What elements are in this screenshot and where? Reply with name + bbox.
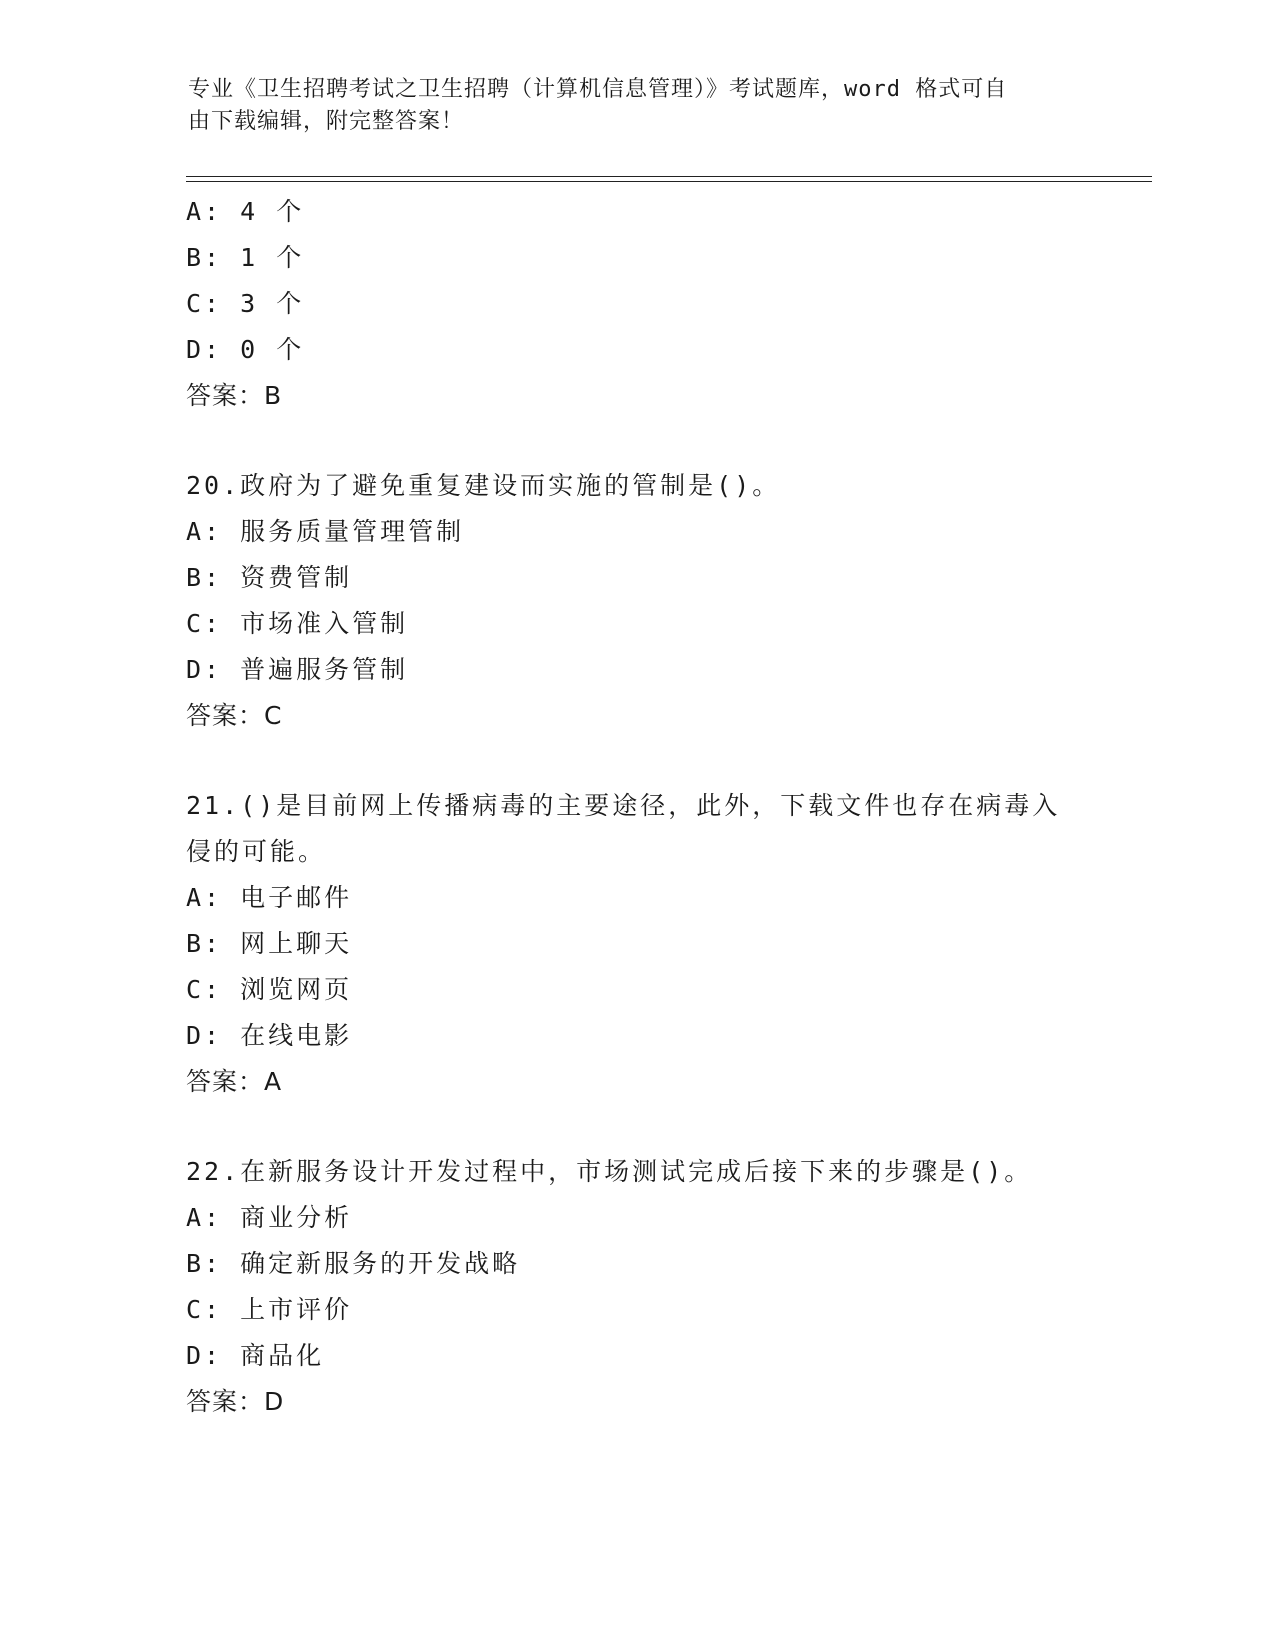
- answer-line: 答案：A: [186, 1067, 283, 1096]
- spacer: [186, 739, 1086, 783]
- answer-line: 答案：D: [186, 1387, 285, 1416]
- question-list: [186, 189, 1086, 1425]
- option-c: C: 市场准入管制: [186, 609, 409, 638]
- option-a: A: 服务质量管理管制: [186, 517, 465, 546]
- option-b: B: 1 个: [186, 243, 305, 272]
- option-b: B: 网上聊天: [186, 929, 353, 958]
- header-line-1: 专业《卫生招聘考试之卫生招聘（计算机信息管理）》考试题库，word 格式可自: [188, 77, 1008, 102]
- question-text: 20.政府为了避免重复建设而实施的管制是()。: [186, 471, 781, 500]
- question-19: [186, 189, 1086, 419]
- question-text: 22.在新服务设计开发过程中，市场测试完成后接下来的步骤是()。: [186, 1157, 1033, 1186]
- option-c: C: 浏览网页: [186, 975, 353, 1004]
- question-22: [186, 1149, 1086, 1425]
- header-line-2: 由下载编辑，附完整答案！: [188, 109, 465, 134]
- option-b: B: 资费管制: [186, 563, 353, 592]
- question-21: [186, 783, 1086, 1105]
- option-d: D: 普遍服务管制: [186, 655, 409, 684]
- header-divider-top: [186, 176, 1152, 177]
- document-header: [188, 74, 1068, 138]
- option-a: A: 电子邮件: [186, 883, 353, 912]
- spacer: [186, 1105, 1086, 1149]
- option-d: D: 在线电影: [186, 1021, 353, 1050]
- question-text-line-1: 21.()是目前网上传播病毒的主要途径，此外，下载文件也存在病毒入: [186, 791, 1061, 820]
- option-c: C: 上市评价: [186, 1295, 353, 1324]
- option-a: A: 商业分析: [186, 1203, 353, 1232]
- option-d: D: 商品化: [186, 1341, 325, 1370]
- header-divider-bottom: [186, 181, 1152, 182]
- answer-line: 答案：C: [186, 701, 283, 730]
- option-c: C: 3 个: [186, 289, 305, 318]
- spacer: [186, 419, 1086, 463]
- option-d: D: 0 个: [186, 335, 305, 364]
- answer-line: 答案：B: [186, 381, 283, 410]
- question-20: [186, 463, 1086, 739]
- option-b: B: 确定新服务的开发战略: [186, 1249, 521, 1278]
- option-a: A: 4 个: [186, 197, 305, 226]
- question-text-line-2: 侵的可能。: [186, 837, 327, 866]
